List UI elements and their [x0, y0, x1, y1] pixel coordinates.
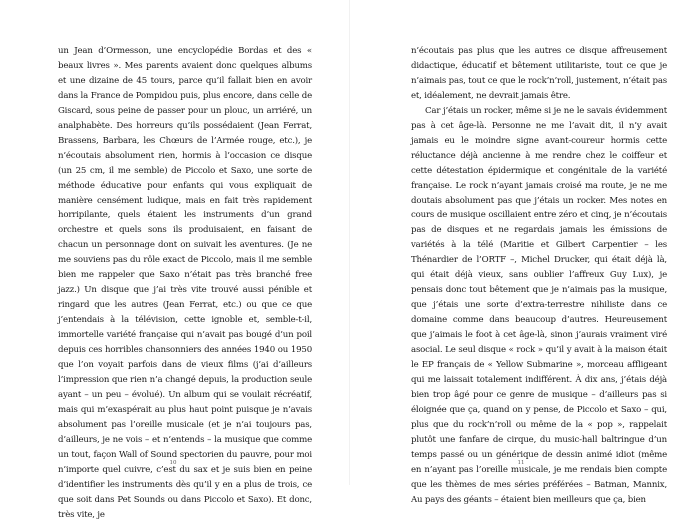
left-page	[0, 0, 350, 520]
page-number-left: 10	[169, 460, 177, 466]
page-number-right: 11	[517, 460, 525, 466]
paragraph: n’écoutais pas plus que les autres ce disque affreusement didactique, éducatif et bêtement utilitariste, tout ce que je n’aimais pas, tout ce que le rock’n’roll, justement, n’était pas et, idéalement, ne devrait jamais être.	[411, 46, 667, 101]
right-page	[350, 0, 700, 505]
right-page-text	[411, 44, 667, 508]
left-page-text	[58, 44, 312, 523]
paragraph: Car j’étais un rocker, même si je ne le savais évidemment pas à cet âge-là. Personne ne me l’avait dit, il n’y avait jamais eu le moindre signe avant-coureur hormis cette réluctance déjà ancienne à me rendre chez le coiffeur et cette détestation épidermique et congénitale de la variété française. Le rock n’ayant jamais croisé ma route, je ne me doutais absolument pas que j’étais un rocker. Mes notes en cours de musique oscillaient entre zéro et cinq, je n’écoutais pas de disques et ne regardais jamais les émissions de variétés à la télé (Maritie et Gilbert Carpentier – les Thénardier de l’ORTF –, Michel Drucker, qui était déjà là, qui était déjà vieux, sans oublier l’affreux Guy Lux), je pensais donc tout bêtement que je n’aimais pas la musique, que j’étais une sorte d’extra-terrestre nihiliste dans ce domaine comme dans beaucoup d’autres. Heureusement que j’aimais le foot à cet âge-là, sinon j’aurais vraiment viré asocial. Le seul disque « rock » qu’il y avait à la maison était le EP français de « Yellow Submarine », morceau affligeant qui me laissait totalement indifférent. À dix ans, j’étais déjà bien trop âgé pour ce genre de musique – d’ailleurs pas si éloignée que ça, quand on y pense, de Piccolo et Saxo – qui, plus que du rock’n’roll ou même de la « pop », rappelait plutôt une fanfare de cirque, du music-hall baltringue d’un temps passé ou un générique de dessin animé idiot (même en n’ayant pas l’oreille musicale, je me rendais bien compte que les thèmes de mes séries préférées – Batman, Mannix, Au pays des géants – étaient bien meilleurs que ça, bien	[411, 105, 667, 505]
paragraph: un Jean d’Ormesson, une encyclopédie Bordas et des « beaux livres ». Mes parents avaient donc quelques albums et une dizaine de 45 tours, parce qu’il fallait bien en avoir dans la France de Pompidou puis, plus encore, dans celle de Giscard, sous peine de passer pour un plouc, un arriéré, un analphabète. Des horreurs qu’ils possédaient (Jean Ferrat, Brassens, Barbara, les Chœurs de l’Armée rouge, etc.), je n’écoutais absolument rien, hormis à l’occasion ce disque (un 25 cm, il me semble) de Piccolo et Saxo, une sorte de méthode éducative pour enfants qui vous expliquait de manière censément ludique, mais en fait très rapidement horripilante, quels étaient les instruments d’un grand orchestre et quels sons ils produisaient, en faisant de chacun un personnage dont on suivait les aventures. (Je ne me souviens pas du rôle exact de Piccolo, mais il me semble bien me rappeler que Saxo n’était pas très branché free jazz.) Un disque que j’ai très vite trouvé aussi pénible et ringard que les autres (Jean Ferrat, etc.) ou que ce que j’entendais à la télévision, cette ignoble et, semble-t-il, immortelle variété française qui n’avait pas bougé d’un poil depuis ces horribles chansonniers des années 1940 ou 1950 que l’on voyait parfois dans de vieux films (j’ai d’ailleurs l’impression que rien n’a changé depuis, la production seule ayant – un peu – évolué). Un album qui se voulait récréatif, mais qui m’exaspérait au plus haut point puisque je n’avais absolument pas l’oreille musicale (et je n’ai toujours pas, d’ailleurs, je ne vois – et n’entends – la musique que comme un tout, façon Wall of Sound spectorien du pauvre, pour moi n’importe quel cuivre, c’est du sax et je suis bien en peine d’identifier les instruments dès qu’il y en a plus de trois, ce que soit dans Pet Sounds ou dans Piccolo et Saxo). Et donc, très vite, je	[58, 46, 312, 520]
